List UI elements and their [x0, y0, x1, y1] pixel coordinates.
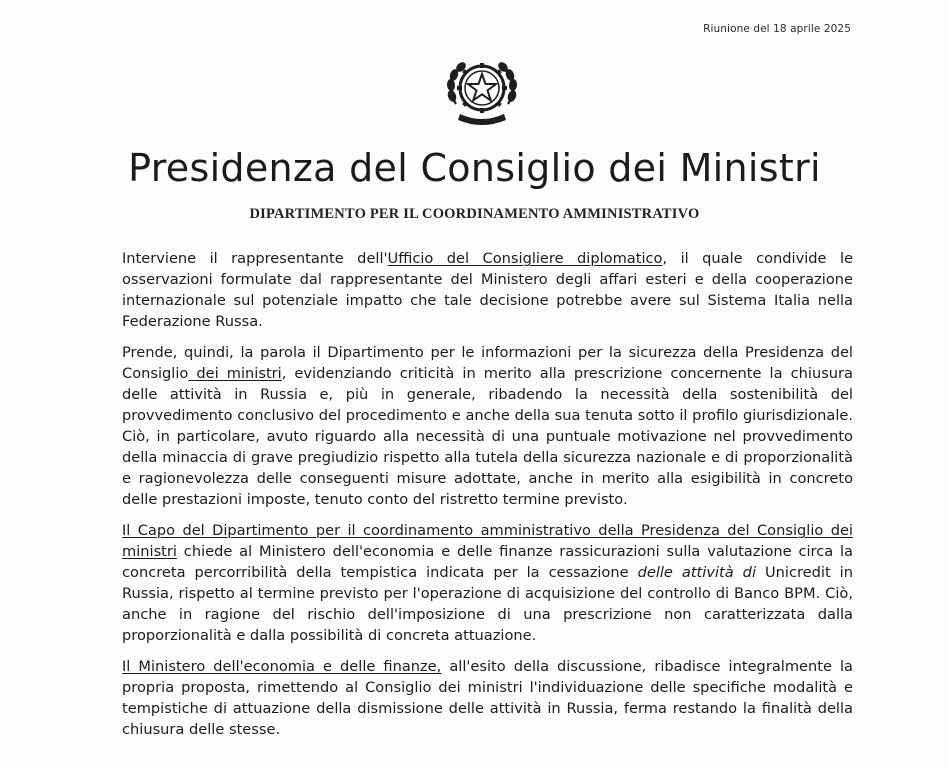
- underlined-phrase: Il Capo del Dipartimento per il coordinamento amministrativo della Presidenza del Consiglio dei ministri: [122, 522, 853, 560]
- underlined-phrase: dei ministri: [188, 365, 282, 382]
- italic-phrase: delle attività di: [637, 564, 756, 581]
- underlined-phrase: Il Ministero dell'economia e delle finanze,: [122, 658, 442, 675]
- paragraph-economy-ministry: Il Ministero dell'economia e delle finanze, all'esito della discussione, ribadisce integralmente la propria proposta, rimettendo al Consiglio dei ministri l'individuazione delle specifiche modalità e tempistiche di attuazione della dismissione delle attività in Russia, ferma restando la finalità della chiusura delle stesse.: [122, 658, 853, 738]
- page-title: Presidenza del Consiglio dei Ministri: [128, 146, 821, 190]
- underlined-phrase: Ufficio del Consigliere diplomatico: [387, 250, 663, 267]
- paragraph-coordination-head: Il Capo del Dipartimento per il coordinamento amministrativo della Presidenza del Consiglio dei ministri chiede al Ministero dell'economia e delle finanze rassicurazioni sulla valutazione circa la concreta percorribilità della tempistica indicata per la cessazione delle attività di Unicredit in Russia, rispetto al termine previsto per l'operazione di acquisizione del controllo di Banco BPM. Ciò, anche in ragione del rischio dell'imposizione di una prescrizione non caratterizzata dalla proporzionalità e dalla possibilità di concreta attuazione.: [122, 522, 853, 644]
- department-subtitle: DIPARTIMENTO PER IL COORDINAMENTO AMMINISTRATIVO: [249, 206, 700, 222]
- paragraph-diplomatic-office: Interviene il rappresentante dell'Ufficio del Consigliere diplomatico, il quale condivide le osservazioni formulate dal rappresentante del Ministero degli affari esteri e della cooperazione internazionale sul potenziale impatto che tale decisione potrebbe avere sul Sistema Italia nella Federazione Russa.: [122, 250, 854, 330]
- minutes-body: [122, 248, 853, 750]
- meeting-date: Riunione del 18 aprile 2025: [703, 23, 851, 35]
- paragraph-security-department: Prende, quindi, la parola il Dipartimento per le informazioni per la sicurezza della Presidenza del Consiglio dei ministri, evidenziando criticità in merito alla prescrizione concernente la chiusura delle attività in Russia e, più in generale, ribadendo la necessità della sostenibilità del provvedimento conclusivo del procedimento e anche della sua tenuta sotto il profilo giurisdizionale. Ciò, in particolare, avuto riguardo alla necessità di una puntuale motivazione nel provvedimento della minaccia di grave pregiudizio rispetto alla tutela della sicurezza nazionale e di proporzionalità e ragionevolezza delle conseguenti misure adottate, anche in merito alla esigibilità in concreto delle prestazioni imposte, tenuto conto del ristretto termine previsto.: [122, 344, 853, 508]
- emblem-of-italy-icon: [442, 52, 522, 128]
